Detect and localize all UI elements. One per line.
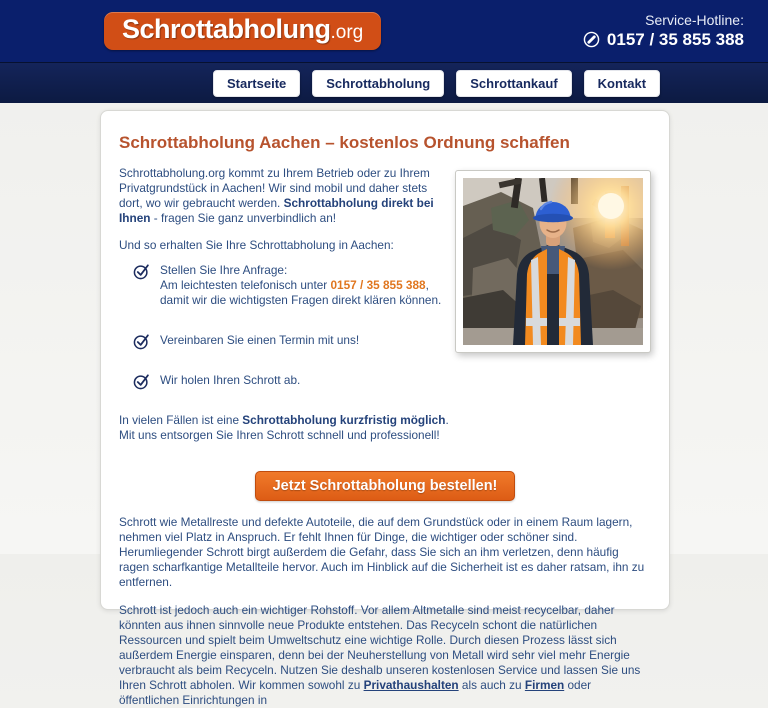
logo-suffix: .org	[330, 22, 364, 43]
hotline-label: Service-Hotline:	[645, 11, 744, 28]
content-card	[100, 110, 670, 707]
service-hotline	[583, 12, 744, 51]
paragraph2-text: Schrott ist jedoch auch ein wichtiger Rohstoff. Vor allem Altmetalle sind meist recycelbar, daher könnten aus ihnen sinnvolle neue Produkte entstehen. Das Recyceln schont die natürlichen Ressourcen und spielt beim Umweltschutz eine wichtige Rolle. Durch diesen Prozess lässt sich außerdem Energie einsparen, denn bei der Neuherstellung von Metall wird sehr viel mehr Energie verbraucht als beim Recyceln. Nutzen Sie deshalb unseren kostenlosen Service und lassen Sie uns Ihren Schrott abholen. Wir kommen sowohl zu	[119, 603, 641, 692]
body-paragraph-1: Schrott wie Metallreste und defekte Autoteile, die auf dem Grundstück oder in einem Raum lagern, nehmen viel Platz in Anspruch. Er fehlt Ihnen für Dinge, die wichtiger oder schöner sind. Herumliegender Schrott birgt außerdem die Gefahr, dass Sie sich an ihm verletzen, denn häufig ragen scharfkantige Metallteile hervor. Auch im Hinblick auf die Sicherheit ist es daher ratsam, ihn zu entfernen.	[119, 515, 645, 589]
intro-section	[119, 166, 651, 455]
intro-text: Schrottabholung.org kommt zu Ihrem Betrieb oder zu Ihrem Privatgrundstück in Aachen! Wir sind mobil und daher stets dort, wo wir gebraucht werden.	[119, 166, 430, 210]
step-item-anfrage	[133, 263, 451, 320]
worker-photo	[455, 170, 651, 353]
nav-item-schrottabholung[interactable]: Schrottabholung	[312, 70, 444, 97]
availability-text: In vielen Fällen ist eine	[119, 413, 243, 427]
step-text: Vereinbaren Sie einen Termin mit uns!	[160, 333, 360, 347]
step-phone-number[interactable]: 0157 / 35 855 388	[330, 278, 426, 292]
nav-item-schrottankauf[interactable]: Schrottankauf	[456, 70, 571, 97]
step-text: Wir holen Ihren Schrott ab.	[160, 373, 301, 387]
availability-bold: Schrottabholung kurzfristig möglich	[242, 413, 446, 427]
nav-item-kontakt[interactable]: Kontakt	[584, 70, 660, 97]
step-title: Stellen Sie Ihre Anfrage:	[160, 263, 288, 277]
hotline-number[interactable]: 0157 / 35 855 388	[606, 30, 744, 50]
scrapyard-worker-image	[463, 178, 643, 345]
check-circle-icon	[133, 263, 150, 280]
page-title: Schrottabholung Aachen – kostenlos Ordnung schaffen	[119, 133, 570, 152]
steps-intro: Und so erhalten Sie Ihre Schrottabholung in Aachen:	[119, 238, 394, 252]
cta-row	[119, 471, 651, 501]
steps-list	[133, 263, 451, 400]
check-circle-icon	[133, 333, 150, 350]
nav-item-startseite[interactable]: Startseite	[213, 70, 300, 97]
availability-paragraph	[119, 413, 451, 443]
step-item-abholung	[133, 373, 451, 400]
link-privathaushalte[interactable]: Privathaushalten	[363, 678, 459, 692]
order-pickup-button[interactable]: Jetzt Schrottabholung bestellen!	[255, 471, 516, 501]
intro-text-after: - fragen Sie ganz unverbindlich an!	[150, 211, 337, 225]
site-header	[0, 0, 768, 62]
step-item-termin	[133, 333, 451, 360]
phone-icon	[583, 31, 600, 48]
site-logo[interactable]	[104, 12, 381, 50]
paragraph2-text: oder öffentlichen Einrichtungen in	[119, 678, 592, 707]
step-detail: Am leichtesten telefonisch unter	[160, 278, 331, 292]
intro-text-column	[119, 166, 451, 455]
step-text	[160, 263, 451, 308]
intro-paragraph	[119, 166, 451, 226]
intro-bold: Schrottabholung direkt bei Ihnen	[119, 196, 434, 225]
availability-text-after: . Mit uns entsorgen Sie Ihren Schrott schnell und professionell!	[119, 413, 449, 442]
logo-text: Schrottabholung	[122, 14, 331, 44]
main-navigation	[0, 62, 768, 103]
paragraph2-text: als auch zu	[458, 678, 525, 692]
step-detail-after: , damit wir die wichtigsten Fragen direkt klären können.	[160, 278, 442, 307]
photo-column	[451, 166, 651, 353]
check-circle-icon	[133, 373, 150, 390]
link-firmen[interactable]: Firmen	[524, 678, 565, 692]
body-paragraph-2	[119, 603, 651, 708]
